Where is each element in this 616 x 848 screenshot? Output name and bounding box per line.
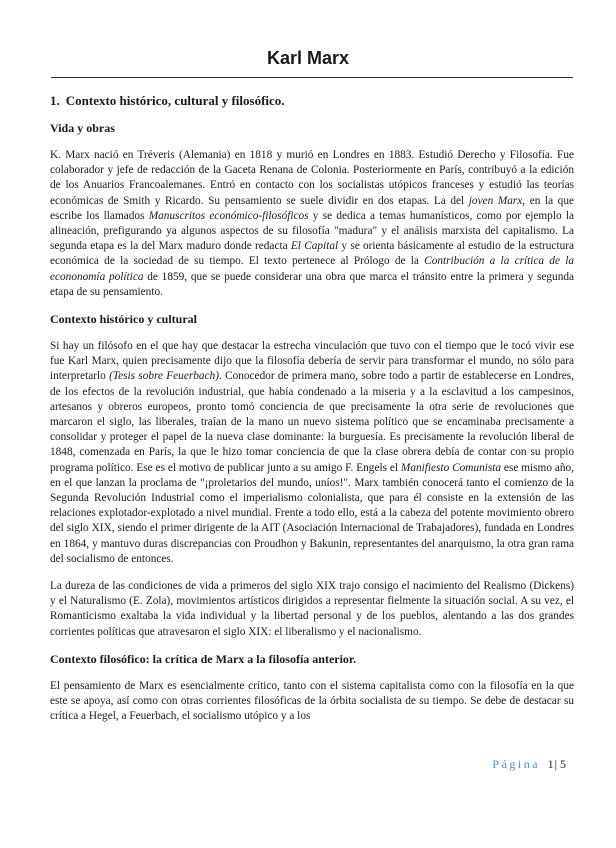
italic-run: Contribución a la crítica de la econonomía política (50, 255, 574, 283)
section-number: 1. (50, 93, 60, 108)
paragraph-filosofico: El pensamiento de Marx es esencialmente crítico, tanto con el sistema capitalista como con la filosofía en la que este se apoya, así como con otras corrientes filosóficas de la órbita socialista de su tiempo. Se debe de destacar su crítica a Hegel, a Feuerbach, el socialismo utópico y a los (50, 679, 574, 723)
text-run: y se orienta básicamente al estudio de la estructura económica de la sociedad de su tiempo. El texto pertenece al Prólogo de la (50, 240, 575, 268)
paragraph-historico-2: La dureza de las condiciones de vida a primeros del siglo XIX trajo consigo el nacimiento del Realismo (Dickens) y el Naturalismo (E. Zola), movimientos artísticos dirigidos a representar fielmente la situación social. A su vez, el Romanticismo exaltaba la vida individual y la libertad personal y de los pueblos, alentando a las dos grandes corrientes políticas que atravesaron el siglo XIX: el liberalismo y el nacionalismo. (50, 580, 574, 638)
text-run: K. Marx nació en Tréveris (Alemania) en 1818 y murió en Londres en 1883. Estudió Derecho y Filosofía. Fue colaborador y jefe de redacción de la Gaceta Renana de Colonia. Posteriormente en París, contribuyó a la edición de los Anuarios Francoalemanes. Entró en contacto con los socialistas utópicos franceses y estudió las teorías económicas de Smith y Ricardo. Su pensamiento se suele dividir en dos etapas. La del (50, 149, 574, 207)
paragraph-vida (50, 148, 574, 300)
section-title: Contexto histórico, cultural y filosófico. (65, 93, 285, 108)
italic-run: El Capital (290, 240, 339, 253)
subsection-heading-vida: Vida y obras (50, 121, 115, 135)
italic-run: (Tesis sobre Feuerbach) (109, 370, 219, 383)
text-run: y se dedica a temas humanísticos, como por ejemplo la alineación, prefigurando ya algunos aspectos de su filosofía "madura" y el análisis marxista del capitalismo. La segunda etapa es la del Marx maduro donde redacta (50, 209, 574, 253)
subsection-heading-historico: Contexto histórico y cultural (50, 312, 197, 327)
page-total: 5 (560, 757, 566, 771)
italic-run: Manuscritos económico-filosóficos (148, 209, 309, 222)
section-heading (50, 92, 574, 109)
document-body (50, 84, 574, 725)
text-run: Si hay un filósofo en el que hay que destacar la estrecha vinculación que tuvo con el tiempo que le tocó vivir ese fue Karl Marx, quien precisamente dijo que la filosofía debería de servir para transformar el mundo, no sólo para interpretarlo (50, 340, 574, 383)
page-label: Página (492, 757, 541, 771)
text-run: de 1859, que se puede considerar una obra que marca el tránsito entre la primera y segunda etapa de su pensamiento. (50, 270, 574, 298)
italic-run: joven Marx (468, 194, 523, 207)
text-run: ese mismo año, en el que lanzan la proclama de "¡proletarios del mundo, uníos!". Marx también conocerá tanto el comienzo de la Segunda Revolución Industrial como el imperialismo colonialista, que para él consiste en la extensión de las relaciones explotador-explotado a nivel mundial. Frente a todo ello, está a la cabeza del potente movimiento obrero del siglo XIX, siendo el primer dirigente de la AIT (Asociación Internacional de Trabajadores), fundada en Londres en 1864, y mantuvo duras discrepancias con Proudhon y Bakunin, representantes del anarquismo, la otra gran rama del socialismo de entonces. (50, 461, 574, 565)
title-divider (51, 77, 573, 78)
page-current: 1 (547, 757, 554, 771)
page-title: Karl Marx (266, 48, 350, 68)
italic-run: Manifiesto Comunista (400, 461, 502, 474)
text-run: . Conocedor de primera mano, sobre todo a partir de establecerse en Londres, de los efectos de la revolución industrial, que había condenado a la miseria y a la esclavitud a los campesinos, artesanos y obreros europeos, pronto tomó conciencia de que precisamente la otra serie de revoluciones que marcaron el siglo, las liberales, traían de la mano un nuevo sistema político que se encaminaba precisamente a consolidar y proteger el papel de la nueva clase dominante: la burguesía. Es precisamente la revolución liberal de 1848, comenzada en París, la que le hizo tomar conciencia de que la clase obrera debía de contar con su propio programa político. Ese es el motivo de publicar junto a su amigo F. Engels el (50, 370, 575, 474)
page-footer (492, 757, 566, 772)
paragraph-historico-1 (50, 339, 574, 567)
page-separator: | (554, 757, 557, 771)
text-run: , en la que escribe los llamados (50, 194, 574, 222)
subsection-heading-filosofico: Contexto filosófico: la crítica de Marx a la filosofía anterior. (50, 651, 357, 666)
